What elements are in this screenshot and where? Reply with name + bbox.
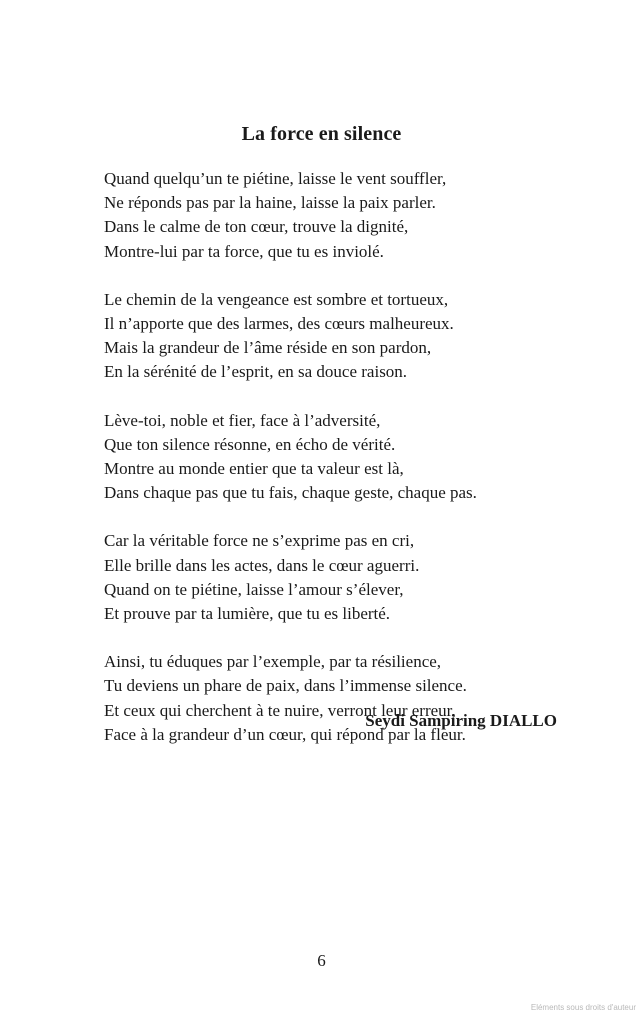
poem-line: Et ceux qui cherchent à te nuire, verront leur erreur, <box>104 700 456 720</box>
page-number: 6 <box>317 951 326 970</box>
poem-line: Face à la grandeur d’un cœur, qui répond par la fleur. <box>104 724 466 744</box>
poem-line: Ne réponds pas par la haine, laisse la paix parler. <box>104 193 436 213</box>
poem-line: Montre-lui par ta force, que tu es inviolé. <box>104 241 384 261</box>
poem-line: Tu deviens un phare de paix, dans l’immense silence. <box>104 676 467 696</box>
copyright-watermark: Eléments sous droits d'auteur <box>530 1003 636 1012</box>
poem-line: Elle brille dans les actes, dans le cœur aguerri. <box>104 555 420 575</box>
poem-line: Mais la grandeur de l’âme réside en son pardon, <box>104 338 432 358</box>
poem-line: Le chemin de la vengeance est sombre et tortueux, <box>104 289 449 309</box>
poem-line: Il n’apporte que des larmes, des cœurs malheureux. <box>104 314 454 334</box>
poem-line: En la sérénité de l’esprit, en sa douce raison. <box>104 362 408 382</box>
poem-line: Dans le calme de ton cœur, trouve la dignité, <box>104 217 409 237</box>
poem-line: Quand quelqu’un te piétine, laisse le vent souffler, <box>104 169 447 188</box>
poem-line: Que ton silence résonne, en écho de vérité. <box>104 434 396 454</box>
poem-line: Montre au monde entier que ta valeur est là, <box>104 459 404 479</box>
poem-line: Quand on te piétine, laisse l’amour s’élever, <box>104 579 404 599</box>
stanza-4 <box>104 529 574 626</box>
stanza-1 <box>104 167 574 264</box>
poem-title: La force en silence <box>241 123 402 145</box>
poem-line: Ainsi, tu éduques par l’exemple, par ta résilience, <box>104 652 442 672</box>
poem-line: Dans chaque pas que tu fais, chaque geste, chaque pas. <box>104 483 477 503</box>
author-signature: Seydi Sampiring DIALLO <box>365 711 557 730</box>
poem-line: Car la véritable force ne s’exprime pas en cri, <box>104 531 415 551</box>
stanza-3 <box>104 409 574 506</box>
poem-body <box>104 167 574 771</box>
poem-line: Lève-toi, noble et fier, face à l’adversité, <box>104 410 381 430</box>
stanza-2 <box>104 288 574 385</box>
poem-line: Et prouve par ta lumière, que tu es liberté. <box>104 604 391 624</box>
